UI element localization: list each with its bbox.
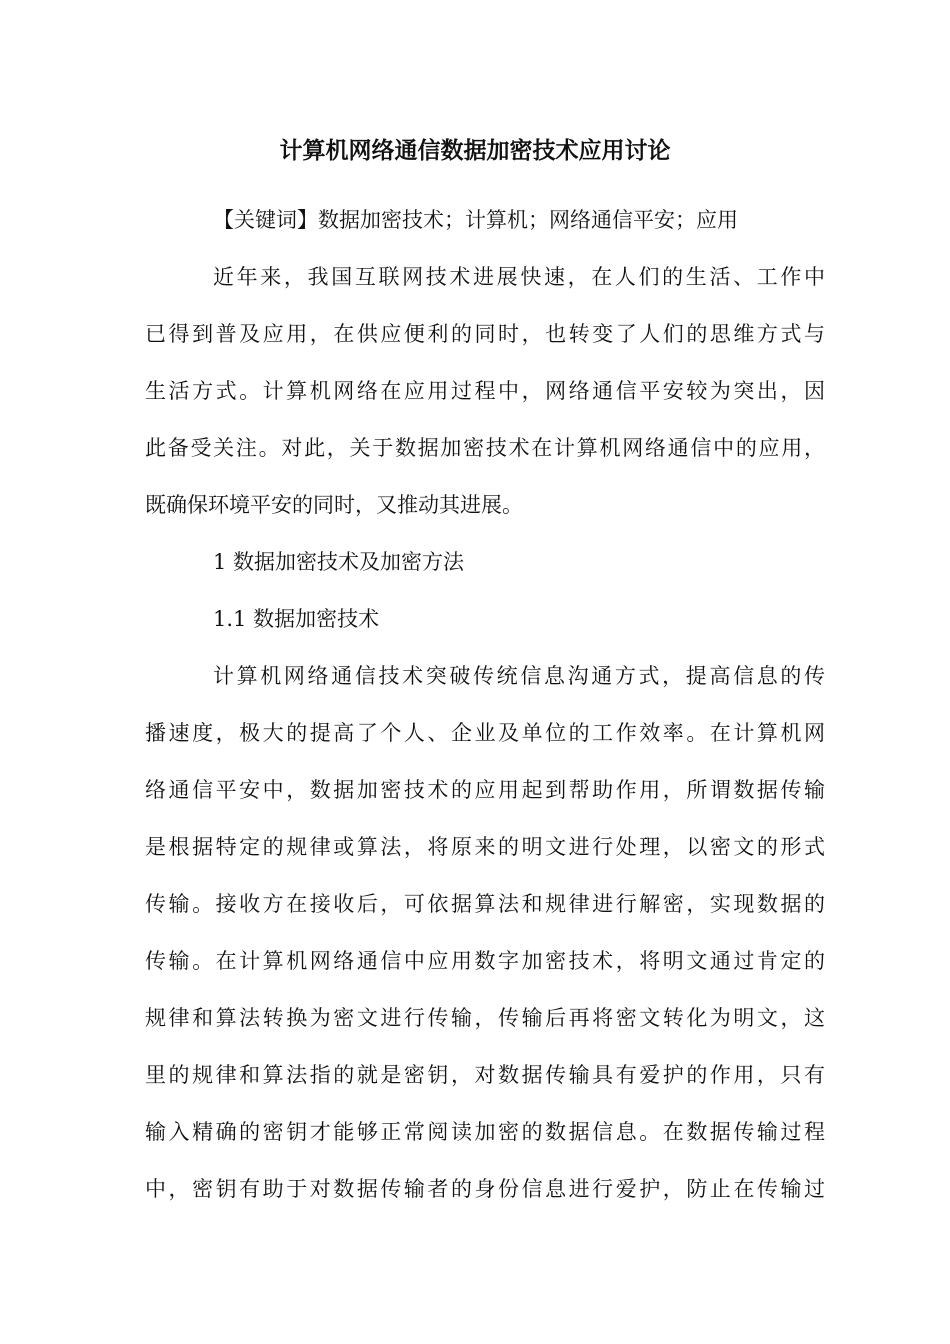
body-line-10: 中，密钥有助于对数据传输者的身份信息进行爱护，防止在传输过 (145, 1177, 825, 1201)
intro-line-5: 既确保环境平安的同时，又推动其进展。 (145, 493, 523, 517)
document-title: 计算机网络通信数据加密技术应用讨论 (279, 138, 671, 164)
intro-line-2: 已得到普及应用，在供应便利的同时，也转变了人们的思维方式与 (145, 322, 825, 346)
body-line-6: 传输。在计算机网络通信中应用数字加密技术，将明文通过肯定的 (145, 949, 825, 973)
body-line-4: 是根据特定的规律或算法，将原来的明文进行处理，以密文的形式 (145, 835, 825, 859)
body-line-7: 规律和算法转换为密文进行传输，传输后再将密文转化为明文，这 (145, 1006, 825, 1030)
intro-line-3: 生活方式。计算机网络在应用过程中，网络通信平安较为突出，因 (145, 379, 825, 403)
body-line-9: 输入精确的密钥才能够正常阅读加密的数据信息。在数据传输过程 (145, 1120, 825, 1144)
intro-line-1: 近年来，我国互联网技术进展快速，在人们的生活、工作中 (213, 265, 825, 289)
body-line-3: 络通信平安中，数据加密技术的应用起到帮助作用，所谓数据传输 (145, 778, 825, 802)
section-heading-1: 1 数据加密技术及加密方法 (213, 550, 465, 574)
section-heading-1-1: 1.1 数据加密技术 (213, 607, 380, 631)
body-line-8: 里的规律和算法指的就是密钥，对数据传输具有爱护的作用，只有 (145, 1063, 825, 1087)
body-line-5: 传输。接收方在接收后，可依据算法和规律进行解密，实现数据的 (145, 892, 825, 916)
intro-line-4: 此备受关注。对此，关于数据加密技术在计算机网络通信中的应用， (145, 436, 825, 460)
keywords-line: 【关键词】数据加密技术；计算机；网络通信平安；应用 (213, 208, 738, 232)
body-line-2: 播速度，极大的提高了个人、企业及单位的工作效率。在计算机网 (145, 721, 825, 745)
body-line-1: 计算机网络通信技术突破传统信息沟通方式，提高信息的传 (213, 664, 825, 688)
